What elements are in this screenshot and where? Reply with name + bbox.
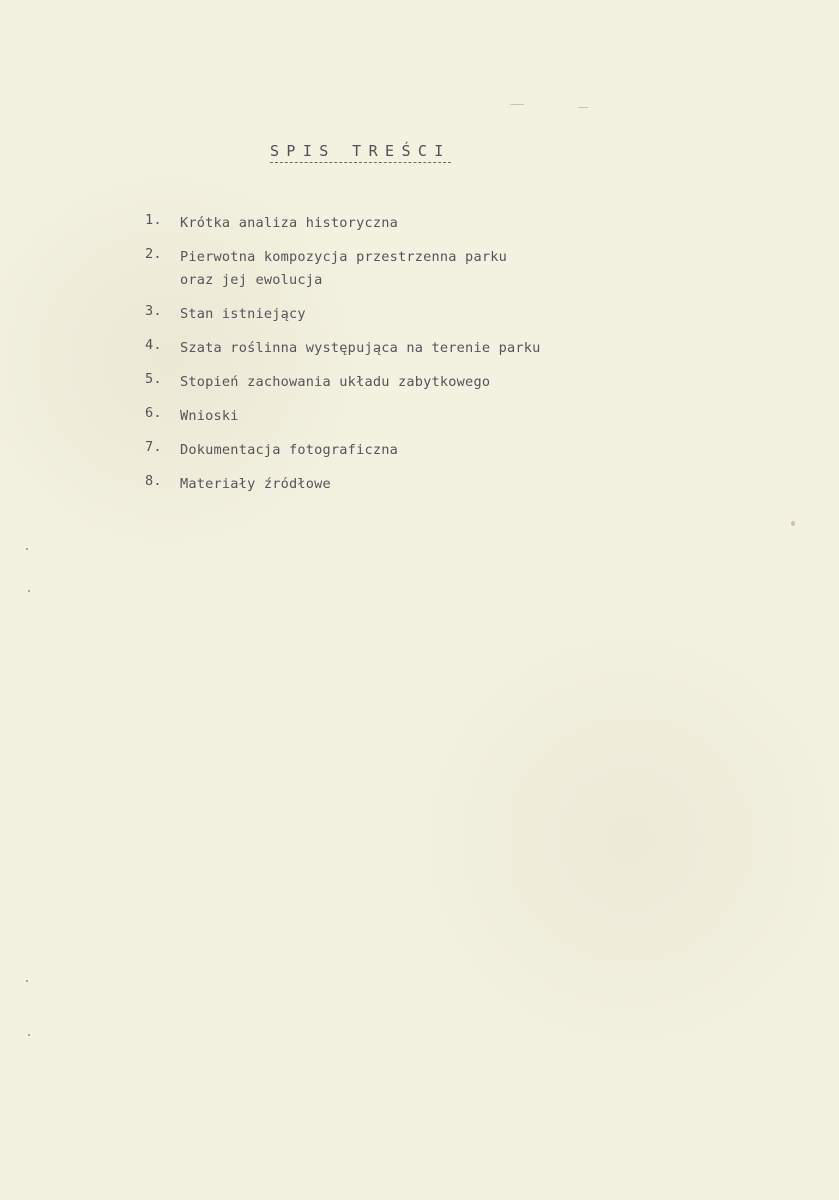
toc-item-number: 1.: [145, 212, 162, 228]
toc-item: [145, 212, 541, 235]
toc-item-number: 5.: [145, 371, 162, 387]
paper-speck: [28, 590, 30, 592]
toc-item-number: 4.: [145, 337, 162, 353]
toc-item-number: 3.: [145, 303, 162, 319]
toc-item-number: 8.: [145, 473, 162, 489]
toc-item-number: 2.: [145, 246, 162, 262]
paper-speck: [791, 521, 795, 526]
paper-speck: [26, 980, 28, 982]
toc-item-text: Szata roślinna występująca na terenie parku: [180, 340, 541, 356]
toc-item: [145, 405, 541, 428]
toc-item-text: Pierwotna kompozycja przestrzenna parku: [180, 249, 507, 265]
paper-speck: [26, 548, 28, 550]
toc-item-text: Wnioski: [180, 408, 239, 424]
toc-item: [145, 337, 541, 360]
paper-mark: [578, 107, 588, 108]
toc-item: [145, 439, 541, 462]
page-title: SPIS TREŚCI: [270, 141, 451, 163]
toc-item-number: 7.: [145, 439, 162, 455]
toc-item-text: Krótka analiza historyczna: [180, 215, 398, 231]
toc-item: [145, 303, 541, 326]
toc-item: [145, 246, 541, 292]
table-of-contents: [145, 212, 541, 496]
paper-mark: [510, 104, 524, 105]
toc-item-text: Materiały źródłowe: [180, 476, 331, 492]
toc-item-text: Stan istniejący: [180, 306, 306, 322]
paper-speck: [28, 1034, 30, 1036]
toc-item-text: Stopień zachowania układu zabytkowego: [180, 374, 491, 390]
toc-item-text: Dokumentacja fotograficzna: [180, 442, 398, 458]
toc-item: [145, 473, 541, 496]
toc-item-number: 6.: [145, 405, 162, 421]
toc-item-text-continuation: oraz jej ewolucja: [180, 272, 323, 288]
toc-item: [145, 371, 541, 394]
